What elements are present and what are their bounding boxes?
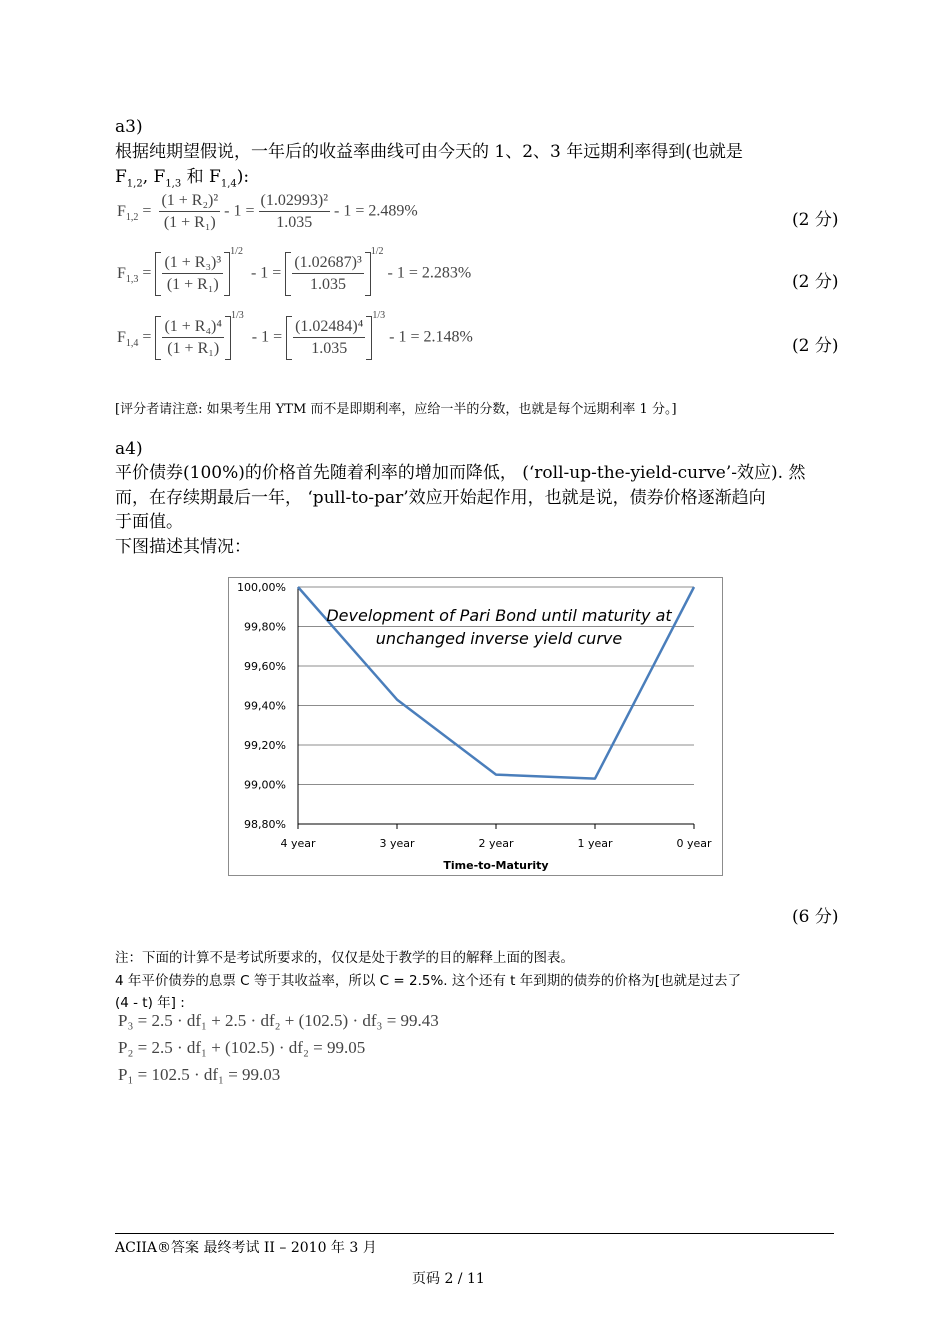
- x-tick-label: 2 year: [478, 837, 514, 850]
- price-formula-p2: P₂ = 2.5 · df₁ + (102.5) · df₂ = 99.05: [118, 1038, 366, 1057]
- a4-para-line2: 而，在存续期最后一年， ‘pull-to-par’效应开始起作用，也就是说，债券价格逐渐趋向: [115, 488, 766, 508]
- points-f13: (2 分): [792, 272, 839, 292]
- y-tick-label: 98,80%: [244, 818, 286, 831]
- y-tick-label: 99,20%: [244, 739, 286, 752]
- a3-intro-line2: $F_{1,2}$, $F_{1,3}$ 和 $F_{1,4}$):: [115, 167, 250, 190]
- section-label-a4: a4): [115, 439, 143, 459]
- chart-title-line2: unchanged inverse yield curve: [375, 629, 623, 648]
- footer-rule: [115, 1233, 834, 1234]
- price-formula-p1: P₁ = 102.5 · df₁ = 99.03: [118, 1065, 281, 1084]
- points-a4: (6 分): [792, 907, 839, 927]
- y-tick-label: 100,00%: [237, 581, 286, 594]
- a4-para-line1: 平价债券(100%)的价格首先随着利率的增加而降低， (‘roll-up-the-yield-curve’-效应). 然: [115, 463, 806, 483]
- x-axis-label: Time-to-Maturity: [443, 859, 549, 872]
- formula-f13: $F_{1,3}$ = $\frac{\text{(1 + R₃)³}}{\text{(1 + R₁)}}$ $^{1/2}$ - 1 = $\frac{\text{(1.02687)³}}{1.035}$ $^{1/2}$ - 1 = 2.283%: [117, 252, 471, 296]
- price-chart: [228, 577, 723, 876]
- formula-f12: $F_{1,2}$ = $\frac{\text{(1 + R₂)²}}{\text{(1 + R₁)}}$ - 1 = $\frac{\text{(1.02993)²}}{1.035}$ - 1 = 2.489%: [117, 192, 418, 231]
- formula-f14: $F_{1,4}$ = $\frac{\text{(1 + R₄)⁴}}{\text{(1 + R₁)}}$ $^{1/3}$ - 1 = $\frac{\text{(1.02484)⁴}}{1.035}$ $^{1/3}$ - 1 = 2.148%: [117, 316, 473, 360]
- price-formula-p3: P₃ = 2.5 · df₁ + 2.5 · df₂ + (102.5) · df₃ = 99.43: [118, 1011, 439, 1030]
- points-f12: (2 分): [792, 210, 839, 230]
- y-tick-label: 99,80%: [244, 620, 286, 634]
- footer-left: ACIIA®答案 最终考试 II – 2010 年 3 月: [115, 1240, 377, 1256]
- note-line1: 注：下面的计算不是考试所要求的，仅仅是处于教学的目的解释上面的图表。: [115, 950, 574, 966]
- note-line2: 4 年平价债券的息票 C 等于其收益率，所以 C = 2.5%. 这个还有 t 年到期的债券的价格为[也就是过去了: [115, 973, 742, 989]
- x-tick-label: 3 year: [379, 837, 415, 850]
- a4-para-line3: 于面值。: [115, 512, 183, 532]
- footer-page-number: 页码 2 / 11: [412, 1271, 485, 1287]
- y-tick-label: 99,60%: [244, 660, 286, 673]
- a4-para-line4: 下图描述其情况：: [115, 537, 251, 557]
- x-tick-label: 0 year: [676, 837, 712, 850]
- a3-intro-line1: 根据纯期望假说，一年后的收益率曲线可由今天的 1、2、3 年远期利率得到(也就是: [115, 142, 743, 162]
- y-tick-label: 99,40%: [244, 699, 286, 713]
- x-tick-label: 1 year: [577, 837, 613, 850]
- points-f14: (2 分): [792, 336, 839, 356]
- chart-title-line1: Development of Pari Bond until maturity at: [326, 606, 672, 625]
- section-label-a3: a3): [115, 117, 143, 137]
- grader-note: [评分者请注意: 如果考生用 YTM 而不是即期利率，应给一半的分数，也就是每个远期利率 1 分。]: [115, 402, 677, 417]
- x-tick-label: 4 year: [280, 837, 316, 850]
- note-line3: (4 - t) 年] :: [115, 995, 185, 1011]
- y-tick-label: 99,00%: [244, 778, 286, 792]
